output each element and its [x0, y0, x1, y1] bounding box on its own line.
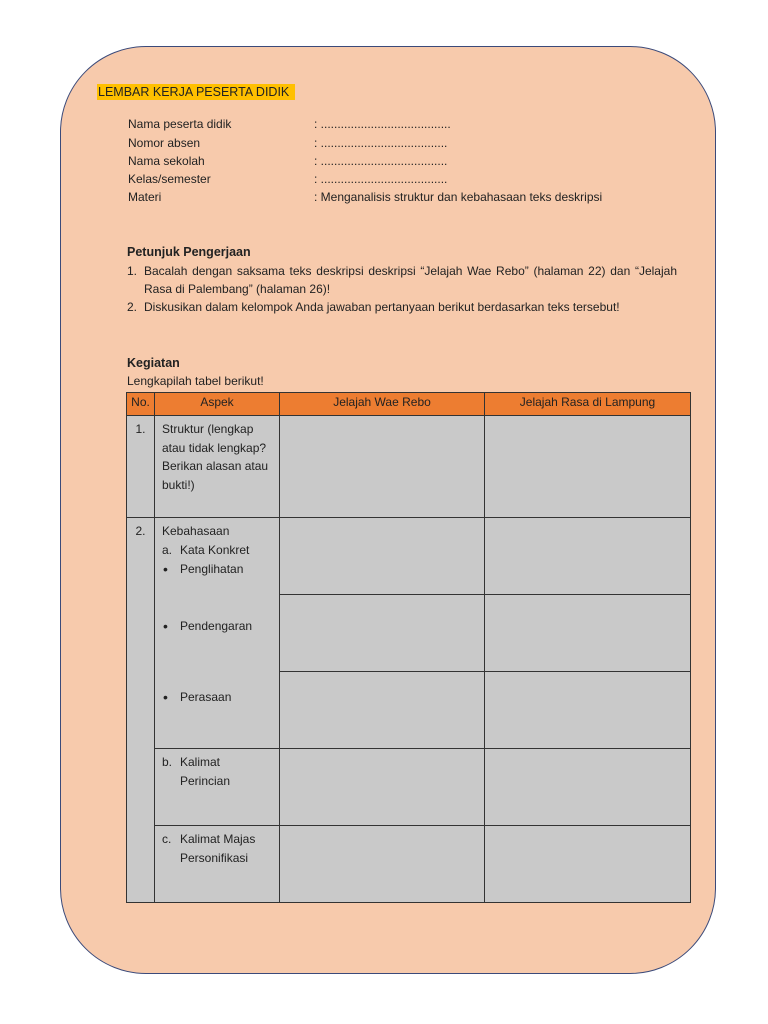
identity-label-school: Nama sekolah — [128, 154, 205, 168]
identity-value-absen: : ...................................... — [314, 136, 448, 150]
answer-cell[interactable] — [280, 518, 485, 595]
answer-cell[interactable] — [485, 672, 691, 749]
identity-label-name: Nama peserta didik — [128, 117, 232, 131]
answer-cell[interactable] — [280, 595, 485, 672]
kata-konkret-label: Kata Konkret — [180, 542, 250, 557]
sub-item-b — [155, 749, 279, 790]
table-row — [127, 518, 691, 595]
answer-cell[interactable] — [485, 595, 691, 672]
instruction-item — [127, 298, 677, 316]
identity-label-materi: Materi — [128, 190, 162, 204]
instruction-item — [127, 262, 677, 298]
instruction-number: 1. — [127, 264, 138, 278]
bullet-penglihatan: • Penglihatan — [162, 560, 273, 579]
answer-cell[interactable] — [280, 826, 485, 903]
instruction-text: Diskusikan dalam kelompok Anda jawaban pertanyaan berikut berdasarkan teks tersebut! — [144, 300, 620, 314]
worksheet-table — [126, 392, 691, 903]
kebahasaan-heading: Kebahasaan — [162, 524, 230, 538]
answer-cell[interactable] — [280, 672, 485, 749]
bullet-perasaan: • Perasaan — [162, 688, 273, 707]
header-rasa-lampung: Jelajah Rasa di Lampung — [485, 393, 691, 416]
table-row — [127, 826, 691, 903]
header-aspek: Aspek — [155, 393, 280, 416]
worksheet-title: LEMBAR KERJA PESERTA DIDIK — [97, 84, 295, 100]
identity-label-absen: Nomor absen — [128, 136, 201, 150]
table-row — [127, 749, 691, 826]
instructions-list — [127, 262, 677, 316]
table-header-row — [127, 393, 691, 416]
letter-b: b. — [162, 755, 173, 769]
answer-cell[interactable] — [485, 826, 691, 903]
identity-value-materi: : Menganalisis struktur dan kebahasaan teks deskripsi — [314, 190, 603, 204]
answer-cell[interactable] — [280, 749, 485, 826]
letter-a: a. — [162, 542, 173, 557]
sub-item-a — [162, 541, 273, 560]
answer-cell[interactable] — [485, 749, 691, 826]
aspek-kebahasaan — [155, 518, 279, 707]
kalimat-majas-label: Kalimat Majas Personifikasi — [180, 832, 256, 865]
identity-value-class: : ...................................... — [314, 172, 448, 186]
identity-label-class: Kelas/semester — [128, 172, 211, 186]
row-number: 2. — [135, 524, 146, 538]
letter-c: c. — [162, 832, 172, 846]
answer-cell[interactable] — [485, 518, 691, 595]
identity-value-name: : ....................................... — [314, 117, 451, 131]
row-number: 1. — [135, 422, 146, 436]
activity-heading: Kegiatan — [127, 356, 180, 370]
kalimat-perincian-label: Kalimat Perincian — [180, 755, 231, 788]
instructions-heading: Petunjuk Pengerjaan — [127, 245, 251, 259]
activity-intro: Lengkapilah tabel berikut! — [127, 374, 264, 388]
header-no: No. — [127, 393, 155, 416]
answer-cell[interactable] — [485, 416, 691, 518]
instruction-number: 2. — [127, 300, 138, 314]
identity-value-school: : ...................................... — [314, 154, 448, 168]
header-wae-rebo: Jelajah Wae Rebo — [280, 393, 485, 416]
answer-cell[interactable] — [280, 416, 485, 518]
sub-item-c — [155, 826, 279, 867]
aspek-struktur: Struktur (lengkap atau tidak lengkap? Berikan alasan atau bukti!) — [162, 422, 269, 492]
instruction-text: Bacalah dengan saksama teks deskripsi deskripsi “Jelajah Wae Rebo” (halaman 22) dan “Jelajah Rasa di Palembang” (halaman 26)! — [144, 264, 677, 296]
bullet-pendengaran: • Pendengaran — [162, 617, 273, 636]
table-row — [127, 416, 691, 518]
